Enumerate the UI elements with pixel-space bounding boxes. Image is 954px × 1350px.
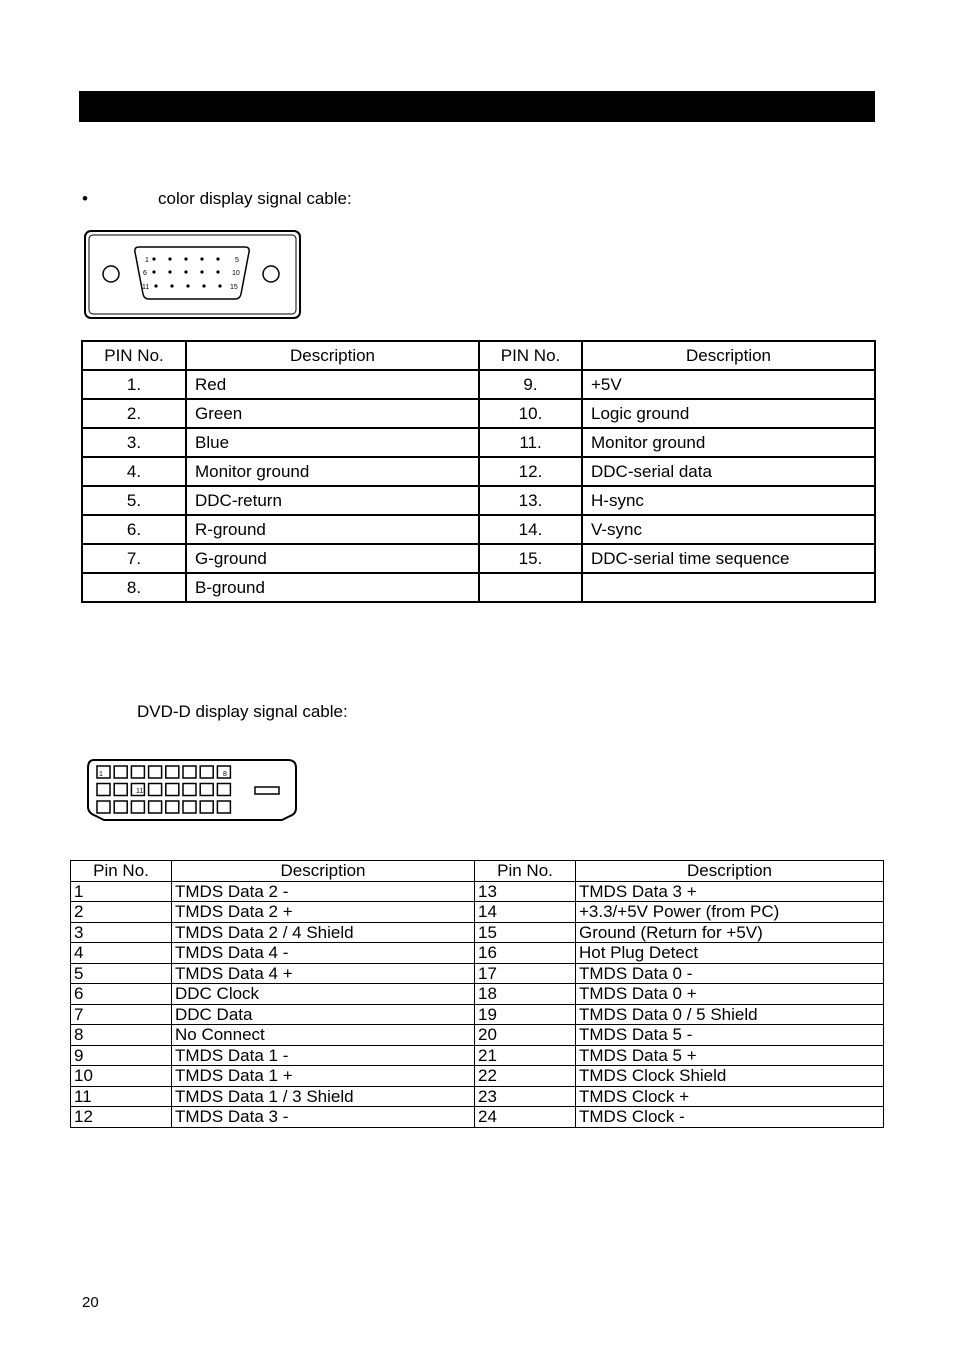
pin-number-cell: 23	[475, 1086, 576, 1107]
column-header: Pin No.	[475, 861, 576, 882]
table-row	[71, 881, 884, 902]
pin-description-cell: TMDS Data 4 +	[172, 963, 475, 984]
pin-number-cell: 11.	[479, 428, 582, 457]
table-row	[71, 943, 884, 964]
pin-description-cell: TMDS Data 5 -	[576, 1025, 884, 1046]
pin-description-cell: DDC-serial time sequence	[582, 544, 875, 573]
pin-number-cell: 17	[475, 963, 576, 984]
table-row	[82, 544, 875, 573]
pin-description-cell: TMDS Data 2 / 4 Shield	[172, 922, 475, 943]
pin-description-cell: TMDS Data 0 / 5 Shield	[576, 1004, 884, 1025]
pin-description-cell: TMDS Data 4 -	[172, 943, 475, 964]
column-header: Description	[186, 341, 479, 370]
vga-pin	[218, 284, 221, 287]
pin-description-cell: TMDS Data 3 +	[576, 881, 884, 902]
pin-description-cell: Monitor ground	[186, 457, 479, 486]
page-number: 20	[82, 1294, 99, 1311]
vga-intro-text: color display signal cable:	[158, 189, 352, 208]
pin-number-cell: 22	[475, 1066, 576, 1087]
pin-description-cell: Ground (Return for +5V)	[576, 922, 884, 943]
pin-description-cell: TMDS Data 3 -	[172, 1107, 475, 1128]
pin-number-cell: 10.	[479, 399, 582, 428]
pin-number-cell: 19	[475, 1004, 576, 1025]
pin-description-cell: +5V	[582, 370, 875, 399]
pin-number-cell: 18	[475, 984, 576, 1005]
pin-number-cell: 21	[475, 1045, 576, 1066]
vga-pin-label: 1	[145, 257, 149, 264]
pin-number-cell: 16	[475, 943, 576, 964]
pin-number-cell: 13.	[479, 486, 582, 515]
pin-number-cell: 8.	[82, 573, 186, 602]
vga-pin	[202, 284, 205, 287]
vga-15-pin-connector-icon	[84, 230, 302, 320]
pin-description-cell: +3.3/+5V Power (from PC)	[576, 902, 884, 923]
pin-description-cell: TMDS Clock -	[576, 1107, 884, 1128]
table-row	[71, 963, 884, 984]
dvi-24-pin-connector-icon	[86, 758, 300, 824]
vga-pin	[168, 257, 171, 260]
pin-description-cell: Logic ground	[582, 399, 875, 428]
table-row	[71, 1004, 884, 1025]
table-row	[82, 428, 875, 457]
dvi-pin-label: 11	[136, 788, 144, 795]
pin-description-cell: H-sync	[582, 486, 875, 515]
pin-description-cell: TMDS Data 0 +	[576, 984, 884, 1005]
pin-description-cell: DDC-serial data	[582, 457, 875, 486]
pin-description-cell: DDC Clock	[172, 984, 475, 1005]
pin-number-cell: 13	[475, 881, 576, 902]
table-row	[71, 922, 884, 943]
pin-number-cell: 9.	[479, 370, 582, 399]
vga-pin	[184, 270, 187, 273]
dvi-intro-text: DVD-D display signal cable:	[137, 702, 348, 721]
vga-pin-table	[81, 340, 876, 603]
table-row	[82, 486, 875, 515]
pin-number-cell: 9	[71, 1045, 172, 1066]
pin-number-cell: 1.	[82, 370, 186, 399]
pin-number-cell: 4.	[82, 457, 186, 486]
dvi-pin-label: 1	[99, 771, 103, 778]
vga-pin	[152, 270, 155, 273]
column-header: Description	[172, 861, 475, 882]
pin-description-cell: TMDS Clock Shield	[576, 1066, 884, 1087]
pin-description-cell: TMDS Data 0 -	[576, 963, 884, 984]
pin-number-cell: 7.	[82, 544, 186, 573]
table-row	[82, 515, 875, 544]
pin-number-cell: 4	[71, 943, 172, 964]
pin-number-cell: 5	[71, 963, 172, 984]
table-row	[71, 1025, 884, 1046]
pin-description-cell	[582, 573, 875, 602]
pin-description-cell: Red	[186, 370, 479, 399]
pin-description-cell: Hot Plug Detect	[576, 943, 884, 964]
pin-number-cell: 15	[475, 922, 576, 943]
vga-pin-label: 5	[235, 257, 239, 264]
vga-pin	[152, 257, 155, 260]
pin-number-cell: 14	[475, 902, 576, 923]
pin-description-cell: Blue	[186, 428, 479, 457]
table-row	[82, 573, 875, 602]
pin-number-cell: 2.	[82, 399, 186, 428]
pin-description-cell: TMDS Data 1 +	[172, 1066, 475, 1087]
column-header: PIN No.	[479, 341, 582, 370]
table-row	[82, 457, 875, 486]
table-row	[71, 1107, 884, 1128]
pin-description-cell: TMDS Data 2 -	[172, 881, 475, 902]
pin-number-cell: 10	[71, 1066, 172, 1087]
pin-number-cell: 6	[71, 984, 172, 1005]
vga-pin-label: 11	[142, 284, 150, 291]
pin-number-cell: 2	[71, 902, 172, 923]
pin-number-cell: 14.	[479, 515, 582, 544]
table-row	[82, 399, 875, 428]
table-row	[71, 1045, 884, 1066]
pin-description-cell: TMDS Data 5 +	[576, 1045, 884, 1066]
table-row	[82, 370, 875, 399]
pin-description-cell: DDC Data	[172, 1004, 475, 1025]
table-row	[71, 1086, 884, 1107]
pin-description-cell: V-sync	[582, 515, 875, 544]
pin-description-cell: G-ground	[186, 544, 479, 573]
vga-pin-label: 15	[230, 284, 238, 291]
pin-number-cell: 11	[71, 1086, 172, 1107]
pin-number-cell: 15.	[479, 544, 582, 573]
table-row	[71, 902, 884, 923]
vga-pin	[200, 270, 203, 273]
vga-pin	[184, 257, 187, 260]
vga-pin	[170, 284, 173, 287]
vga-pin	[216, 257, 219, 260]
column-header: Description	[582, 341, 875, 370]
pin-number-cell: 12	[71, 1107, 172, 1128]
pin-number-cell: 20	[475, 1025, 576, 1046]
column-header: PIN No.	[82, 341, 186, 370]
bullet: •	[82, 189, 88, 208]
vga-pin	[186, 284, 189, 287]
vga-pin	[168, 270, 171, 273]
pin-description-cell: TMDS Data 1 / 3 Shield	[172, 1086, 475, 1107]
pin-description-cell: DDC-return	[186, 486, 479, 515]
pin-number-cell: 1	[71, 881, 172, 902]
pin-description-cell: B-ground	[186, 573, 479, 602]
pin-number-cell: 5.	[82, 486, 186, 515]
pin-number-cell: 24	[475, 1107, 576, 1128]
pin-description-cell: Monitor ground	[582, 428, 875, 457]
column-header: Description	[576, 861, 884, 882]
vga-pin-label: 10	[232, 270, 240, 277]
column-header: Pin No.	[71, 861, 172, 882]
table-row	[71, 1066, 884, 1087]
dvi-pin-label: 8	[223, 771, 227, 778]
vga-pin-label: 6	[143, 270, 147, 277]
pin-number-cell: 6.	[82, 515, 186, 544]
pin-description-cell: TMDS Data 2 +	[172, 902, 475, 923]
dvi-pin-table	[70, 860, 884, 1128]
section-header-bar	[79, 91, 875, 122]
pin-number-cell: 7	[71, 1004, 172, 1025]
vga-pin	[154, 284, 157, 287]
pin-number-cell: 12.	[479, 457, 582, 486]
pin-description-cell: R-ground	[186, 515, 479, 544]
table-header-row	[71, 861, 884, 882]
table-header-row	[82, 341, 875, 370]
pin-number-cell: 3.	[82, 428, 186, 457]
pin-description-cell: No Connect	[172, 1025, 475, 1046]
pin-number-cell: 3	[71, 922, 172, 943]
pin-description-cell: TMDS Clock +	[576, 1086, 884, 1107]
pin-description-cell: TMDS Data 1 -	[172, 1045, 475, 1066]
pin-description-cell: Green	[186, 399, 479, 428]
pin-number-cell	[479, 573, 582, 602]
vga-pin	[216, 270, 219, 273]
pin-number-cell: 8	[71, 1025, 172, 1046]
vga-pin	[200, 257, 203, 260]
table-row	[71, 984, 884, 1005]
